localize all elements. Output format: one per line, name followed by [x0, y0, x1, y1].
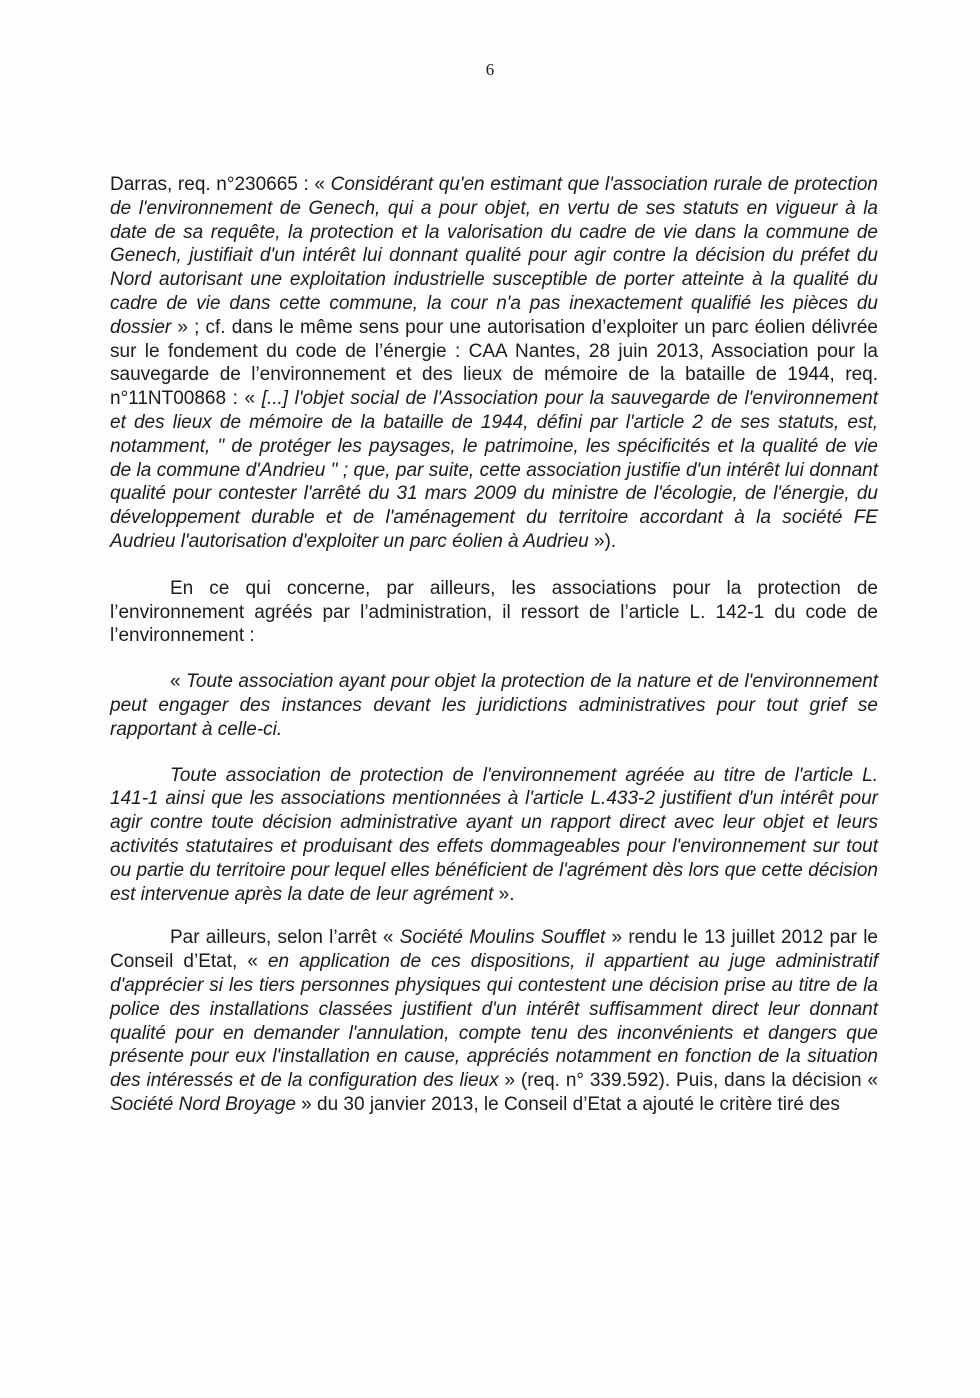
case-name-italic: Société Nord Broyage [110, 1093, 296, 1115]
text-span: » rendu le 13 juillet 2012 par le Conseil d’Etat, « [110, 927, 878, 973]
paragraph-approved-associations: En ce qui concerne, par ailleurs, les associations pour la protection de l’environnement agréés par l’administration, il ressort de l’article L. 142-1 du code de l’environnement : [110, 577, 878, 647]
text-span: » (req. n° 339.592). Puis, dans la décision « [498, 1070, 879, 1092]
paragraph-case-law-citations [110, 173, 878, 554]
quote-italic: en application de ces dispositions, il appartient au juge administratif d'apprécier si les tiers personnes physiques qui contestent une décision prise au titre de la police des installations classées justifient d'un intérêt suffisamment direct leur donnant qualité pour en demander l'annulation, compte tenu des inconvénients et dangers que présente pour eux l'installation en cause, appréciés notamment en fonction de la situation des intéressés et de la configuration des lieux [110, 951, 878, 1092]
quote-italic: Toute association ayant pour objet la protection de la nature et de l'environnement peut engager des instances devant les juridictions administratives pour tout grief se rapportant à celle-ci. [110, 671, 878, 740]
text-span: « [170, 671, 187, 693]
case-name-italic: Société Moulins Soufflet [399, 927, 606, 949]
page-number: 6 [485, 60, 495, 79]
paragraph-quote-l142-1-second [110, 764, 878, 907]
quote-italic: Considérant qu'en estimant que l'association rurale de protection de l'environnement de Genech, qui a pour objet, en vertu de ses statuts en vigueur à la date de sa requête, la protection et la valorisation du cadre de vie dans la commune de Genech, justifiait d'un intérêt lui donnant qualité pour agir contre la décision du préfet du Nord autorisant une exploitation industrielle susceptible de porter atteinte à la qualité du cadre de vie dans cette commune, la cour n'a pas inexactement qualifié les pièces du dossier [110, 174, 878, 338]
text-span: »). [588, 530, 617, 552]
text-span: Darras, req. n°230665 : « [110, 174, 331, 195]
text-span: Par ailleurs, selon l’arrêt « [170, 927, 400, 949]
body-text [110, 173, 878, 1117]
text-span: » ; cf. dans le même sens pour une autorisation d’exploiter un parc éolien délivrée sur le fondement du code de l’énergie : CAA Nantes, 28 juin 2013, Association pour la sauvegarde de l’environnement et des lieux de mémoire de la bataille de 1944, req. n°11NT00868 : « [110, 316, 878, 410]
text-span: ». [493, 883, 515, 905]
quote-italic: Toute association de protection de l'environnement agréée au titre de l'article L. 141-1 ainsi que les associations mentionnées à l'article L.433-2 justifient d'un intérêt pour agir contre toute décision administrative ayant un rapport direct avec leur objet et leurs activités statutaires et produisant des effets dommageables pour l'environnement sur tout ou partie du territoire pour lequel elles bénéficient de l'agrément dès lors que cette décision est intervenue après la date de leur agrément [110, 764, 878, 905]
paragraph-quote-l142-1-first [110, 670, 878, 741]
quote-italic: [...] l'objet social de l'Association pour la sauvegarde de l'environnement et des lieux de mémoire de la bataille de 1944, défini par l'article 2 de ses statuts, est, notamment, " de protéger les paysages, le patrimoine, les spécificités et la qualité de vie de la commune d'Andrieu " ; que, par suite, cette association justifie d'un intérêt lui donnant qualité pour contester l'arrêté du 31 mars 2009 du ministre de l'écologie, de l'énergie, du développement durable et de l'aménagement du territoire accordant à la société FE Audrieu l'autorisation d'exploiter un parc éolien à Audrieu [110, 388, 878, 552]
paragraph-conseil-etat-decisions [110, 926, 878, 1116]
text-span: » du 30 janvier 2013, le Conseil d’Etat a ajouté le critère tiré des [295, 1093, 840, 1115]
